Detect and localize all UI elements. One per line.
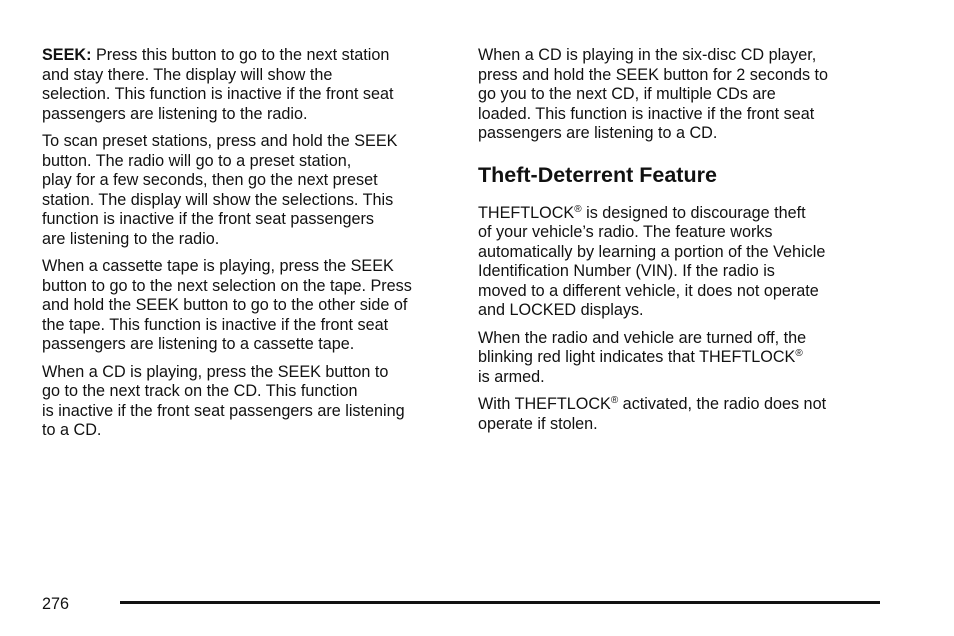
theftlock-armed-paragraph: When the radio and vehicle are turned off, the blinking red light indicates that THEFTLOCK® is armed. [478,328,807,386]
footer-rule [120,601,880,604]
page-number: 276 [42,595,70,613]
seek-term: SEEK: [42,46,92,64]
scan-preset-paragraph: To scan preset stations, press and hold the SEEK button. The radio will go to a preset station, play for a few seconds, then go the next preset station. The display will show the selections. This function is inactive if the front seat passengers are listening to the radio. [42,132,398,248]
six-disc-seek-paragraph: When a CD is playing in the six-disc CD player, press and hold the SEEK button for 2 seconds to go you to the next CD, if multiple CDs are loaded. This function is inactive if the front seat passengers are listening to a CD. [478,46,829,142]
section-heading: Theft-Deterrent Feature [478,162,717,187]
right-column [478,46,876,442]
cd-seek-paragraph: When a CD is playing, press the SEEK button to go to the next track on the CD. This function is inactive if the front seat passengers are listening to a CD. [42,362,405,439]
left-column [42,46,450,449]
seek-paragraph: SEEK: Press this button to go to the next station and stay there. The display will show the selection. This function is inactive if the front seat passengers are listening to the radio. [42,46,394,123]
cassette-seek-paragraph: When a cassette tape is playing, press the SEEK button to go to the next selection on the tape. Press and hold the SEEK button to go to the other side of the tape. This function is inactive if the front seat passengers are listening to a cassette tape. [42,257,412,353]
theftlock-intro-paragraph: THEFTLOCK® is designed to discourage theft of your vehicle’s radio. The feature works automatically by learning a portion of the Vehicle Identification Number (VIN). If the radio is moved to a different vehicle, it does not operate and LOCKED displays. [478,203,826,319]
theftlock-activated-paragraph: With THEFTLOCK® activated, the radio does not operate if stolen. [478,395,827,433]
